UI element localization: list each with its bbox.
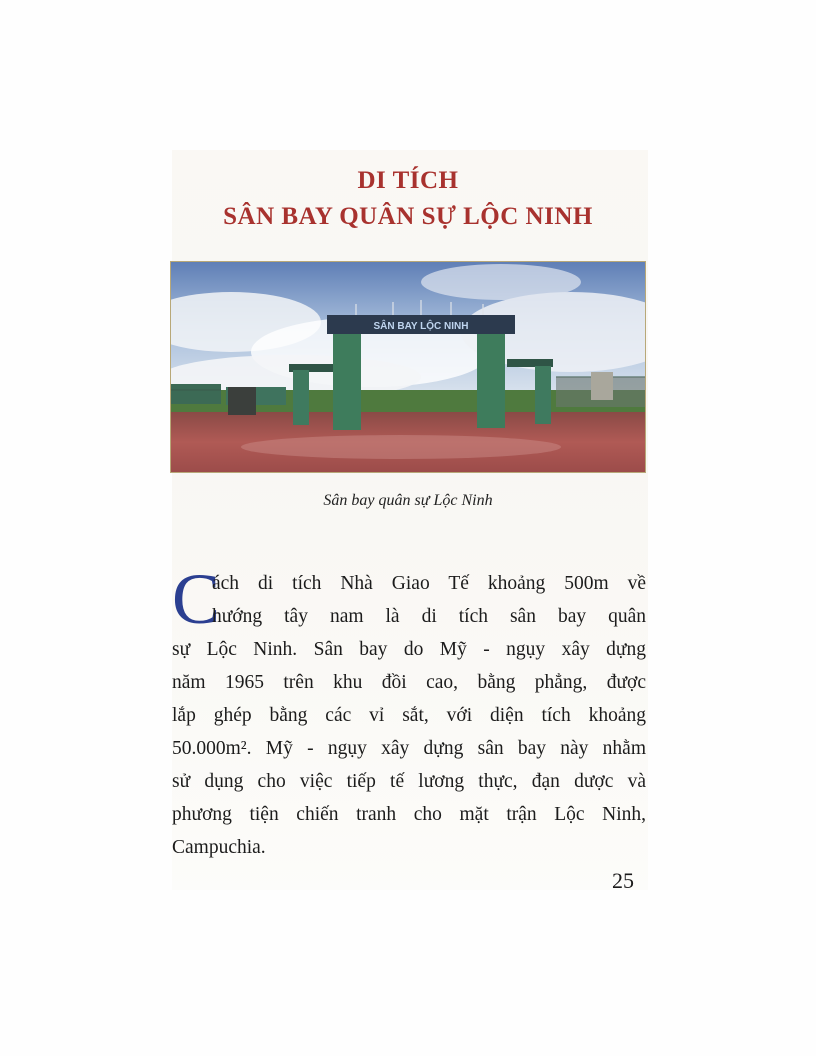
body-line: sử dụng cho việc tiếp tế lương thực, đạn dược và (172, 771, 646, 792)
body-line: lắp ghép bằng các vỉ sắt, với diện tích khoảng (172, 705, 646, 726)
drop-cap: C (172, 559, 221, 639)
title-line-1: DI TÍCH (357, 167, 459, 194)
body-line: sự Lộc Ninh. Sân bay do Mỹ - ngụy xây dựng (172, 639, 646, 660)
body-line: Campuchia. (172, 837, 266, 858)
photo-caption: Sân bay quân sự Lộc Ninh (323, 492, 493, 509)
gate-sign-text: SÂN BAY LỘC NINH (373, 321, 469, 332)
body-paragraph (172, 567, 646, 864)
body-line: năm 1965 trên khu đồi cao, bằng phẳng, được (172, 672, 646, 693)
title-line-2: SÂN BAY QUÂN SỰ LỘC NINH (223, 203, 593, 230)
airport-gate-photo (170, 261, 646, 473)
page-number: 25 (612, 868, 634, 893)
body-line: hướng tây nam là di tích sân bay quân (212, 606, 646, 627)
body-line: ách di tích Nhà Giao Tế khoảng 500m về (212, 573, 646, 594)
body-line: 50.000m². Mỹ - ngụy xây dựng sân bay này nhằm (172, 738, 646, 759)
body-line: phương tiện chiến tranh cho mặt trận Lộc Ninh, (172, 804, 646, 825)
